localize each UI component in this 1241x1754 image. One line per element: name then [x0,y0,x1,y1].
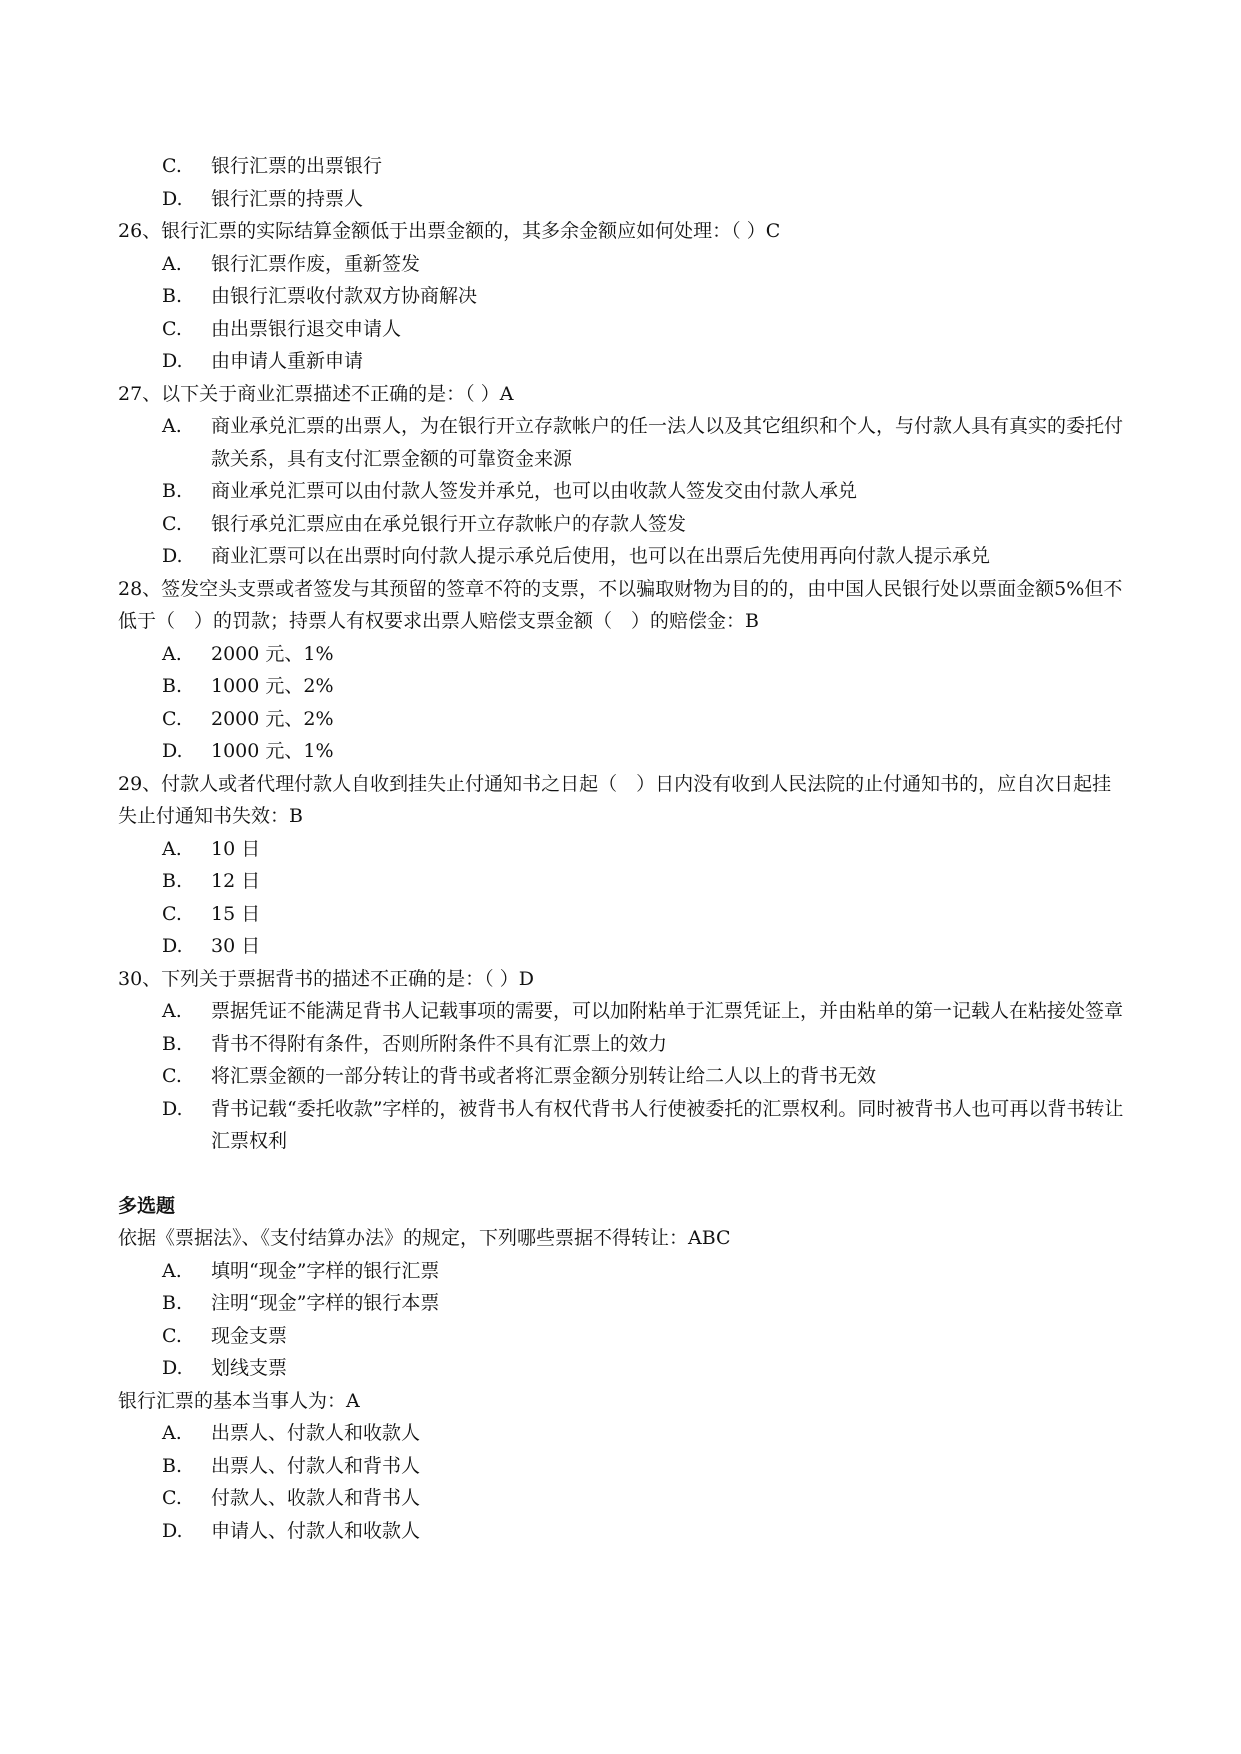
option-letter: C. [162,512,182,535]
question-block [118,378,1128,573]
option-letter: D. [162,350,183,372]
question-block [118,963,1128,1158]
question-block [118,1222,1128,1385]
option-text: 由出票银行退交申请人 [211,317,402,340]
answer-option [118,313,1128,346]
option-letter: C. [162,707,182,730]
option-letter: C. [162,902,182,925]
option-text: 付款人、收款人和背书人 [211,1487,421,1509]
question-block [118,768,1128,963]
option-text: 商业承兑汇票的出票人，为在银行开立存款帐户的任一法人以及其它组织和个人，与付款人具有真实的委托付款关系，具有支付汇票金额的可靠资金来源 [211,415,1124,470]
question-stem: 银行汇票的基本当事人为：A [118,1389,360,1412]
option-letter: B. [162,675,183,697]
answer-option [118,703,1128,736]
option-letter: D. [162,935,183,957]
answer-option [118,248,1128,281]
option-letter: D. [162,1519,183,1542]
question-block [118,573,1128,768]
option-text: 申请人、付款人和收款人 [211,1519,421,1542]
question-block [118,215,1128,378]
option-letter: D. [162,545,183,567]
answer-option [118,865,1128,898]
option-letter: D. [162,1097,183,1120]
answer-option [118,183,1128,216]
answer-option [118,1352,1128,1385]
answer-option [118,638,1128,671]
answer-option [118,1060,1128,1093]
option-text: 银行汇票作废，重新签发 [211,252,421,275]
option-text: 10 日 [211,837,261,860]
option-text: 现金支票 [211,1324,288,1347]
option-letter: B. [162,1292,183,1314]
answer-option [118,150,1128,183]
answer-option [118,410,1128,475]
option-letter: D. [162,1357,183,1379]
answer-option [118,1255,1128,1288]
document-content [118,150,1128,1547]
answer-option [118,898,1128,931]
option-letter: A. [162,415,182,437]
option-letter: A. [162,1259,182,1282]
option-letter: B. [162,480,183,502]
answer-option [118,540,1128,573]
question-stem: 29、付款人或者代理付款人自收到挂失止付通知书之日起（ ）日内没有收到人民法院的止付通知书的，应自次日起挂失止付通知书失效：B [118,772,1112,827]
option-text: 30 日 [211,935,261,957]
option-text: 背书记载“委托收款”字样的，被背书人有权代背书人行使被委托的汇票权利。同时被背书人也可再以背书转让汇票权利 [211,1097,1124,1152]
option-text: 银行汇票的出票银行 [211,155,383,177]
option-text: 填明“现金”字样的银行汇票 [211,1259,440,1282]
answer-option [118,1450,1128,1483]
question-stem: 27、以下关于商业汇票描述不正确的是：（ ）A [118,382,514,405]
section-spacer [118,1158,1128,1190]
option-text: 由银行汇票收付款双方协商解决 [211,285,478,307]
question-stem: 30、下列关于票据背书的描述不正确的是：（ ）D [118,967,534,990]
answer-option [118,670,1128,703]
option-text: 银行汇票的持票人 [211,187,364,210]
option-letter: D. [162,740,183,762]
option-text: 出票人、付款人和背书人 [211,1454,421,1477]
option-text: 票据凭证不能满足背书人记载事项的需要，可以加附粘单于汇票凭证上，并由粘单的第一记载人在粘接处签章 [211,1000,1124,1022]
answer-option [118,1028,1128,1061]
answer-option [118,930,1128,963]
answer-option [118,1515,1128,1548]
option-text: 1000 元、1% [211,740,334,762]
question-stem: 依据《票据法》、《支付结算办法》的规定，下列哪些票据不得转让：ABC [118,1227,731,1249]
option-letter: C. [162,1324,182,1347]
option-text: 商业承兑汇票可以由付款人签发并承兑，也可以由收款人签发交由付款人承兑 [211,480,858,502]
option-text: 出票人、付款人和收款人 [211,1422,421,1444]
option-text: 商业汇票可以在出票时向付款人提示承兑后使用，也可以在出票后先使用再向付款人提示承兑 [211,545,991,567]
option-letter: A. [162,252,182,275]
option-letter: A. [162,1422,182,1444]
option-text: 由申请人重新申请 [211,350,364,372]
option-text: 将汇票金额的一部分转让的背书或者将汇票金额分别转让给二人以上的背书无效 [211,1065,877,1087]
answer-option [118,1093,1128,1158]
answer-option [118,345,1128,378]
answer-option [118,833,1128,866]
answer-option [118,1482,1128,1515]
option-text: 12 日 [211,870,261,892]
question-stem: 28、签发空头支票或者签发与其预留的签章不符的支票，不以骗取财物为目的的，由中国人民银行处以票面金额5%但不低于（ ）的罚款；持票人有权要求出票人赔偿支票金额（ ）的赔偿金：B [118,577,1123,632]
option-letter: B. [162,1032,183,1055]
section-title: 多选题 [118,1194,176,1217]
option-letter: A. [162,837,182,860]
option-letter: B. [162,870,183,892]
answer-option [118,508,1128,541]
answer-option [118,280,1128,313]
answer-option [118,1320,1128,1353]
question-stem: 26、银行汇票的实际结算金额低于出票金额的，其多余金额应如何处理：（ ）C [118,220,781,242]
option-letter: B. [162,1454,183,1477]
option-letter: D. [162,187,183,210]
option-letter: A. [162,1000,182,1022]
option-text: 1000 元、2% [211,675,334,697]
option-letter: C. [162,1487,182,1509]
option-letter: B. [162,285,183,307]
option-letter: C. [162,317,182,340]
option-letter: C. [162,155,182,177]
option-text: 注明“现金”字样的银行本票 [211,1292,440,1314]
option-letter: C. [162,1065,182,1087]
answer-option [118,1417,1128,1450]
option-text: 15 日 [211,902,261,925]
answer-option [118,475,1128,508]
answer-option [118,995,1128,1028]
option-text: 2000 元、1% [211,642,334,665]
answer-option [118,1287,1128,1320]
answer-option [118,735,1128,768]
continued-options [118,150,1128,215]
question-block [118,1385,1128,1548]
option-text: 银行承兑汇票应由在承兑银行开立存款帐户的存款人签发 [211,512,687,535]
option-text: 2000 元、2% [211,707,334,730]
option-letter: A. [162,642,182,665]
option-text: 背书不得附有条件，否则所附条件不具有汇票上的效力 [211,1032,668,1055]
option-text: 划线支票 [211,1357,288,1379]
